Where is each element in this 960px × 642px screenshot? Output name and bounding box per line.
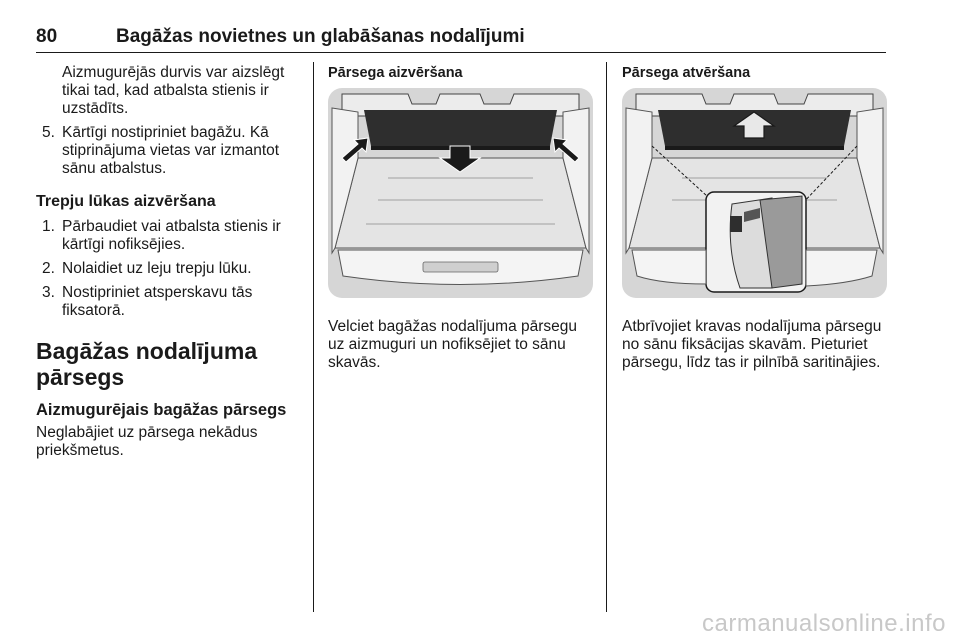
- page-number: 80: [36, 26, 58, 47]
- figure-caption-opening: Atbrīvojiet kravas nodalījuma pārsegu no sānu fiksācijas skavām. Pieturiet pārsegu, līdz tas ir pilnībā saritinājies.: [622, 318, 882, 371]
- section-heading-hatch: Trepju lūkas aizvēršana: [36, 193, 216, 210]
- column-divider-1: [313, 62, 314, 612]
- list-item-5: [36, 124, 298, 178]
- cover-closing-illustration: [328, 88, 593, 298]
- list-item: [36, 260, 298, 278]
- figure-caption-closing: Velciet bagāžas nodalījuma pārsegu uz aizmuguri un nofiksējiet to sānu skavās.: [328, 318, 578, 371]
- page-header: [36, 24, 886, 53]
- chapter-title: Bagāžas novietnes un glabāšanas nodalījumi: [116, 26, 525, 47]
- column-divider-2: [606, 62, 607, 612]
- list-number: 1.: [42, 218, 55, 235]
- column-1: [36, 64, 298, 460]
- list-text: Nostipriniet atsperskavu tās fiksatorā.: [62, 284, 253, 319]
- watermark: carmanualsonline.info: [702, 610, 946, 637]
- list-number: 5.: [42, 124, 55, 141]
- list-item: [36, 218, 298, 254]
- subsection-heading: Aizmugurējais bagāžas pārsegs: [36, 401, 287, 419]
- list-text: Kārtīgi nostipriniet bagāžu. Kā stiprinājuma vietas var izmantot sānu atbalstus.: [62, 124, 280, 177]
- intro-paragraph: Aizmugurējās durvis var aizslēgt tikai tad, kad atbalsta stienis ir uzstādīts.: [62, 64, 285, 117]
- column-2: [328, 64, 593, 372]
- list-text: Pārbaudiet vai atbalsta stienis ir kārtīgi nofiksējies.: [62, 218, 281, 253]
- body-paragraph: Neglabājiet uz pārsega nekādus priekšmetus.: [36, 424, 258, 459]
- list-number: 2.: [42, 260, 55, 277]
- list-text: Nolaidiet uz leju trepju lūku.: [62, 260, 252, 277]
- section-title-cover: Bagāžas nodalījuma pārsegs: [36, 338, 258, 390]
- column-3: [622, 64, 888, 372]
- list-item: [36, 284, 298, 320]
- figure-title-closing: Pārsega aizvēršana: [328, 65, 463, 81]
- cover-opening-illustration: [622, 88, 887, 298]
- list-number: 3.: [42, 284, 55, 301]
- figure-title-opening: Pārsega atvēršana: [622, 65, 751, 81]
